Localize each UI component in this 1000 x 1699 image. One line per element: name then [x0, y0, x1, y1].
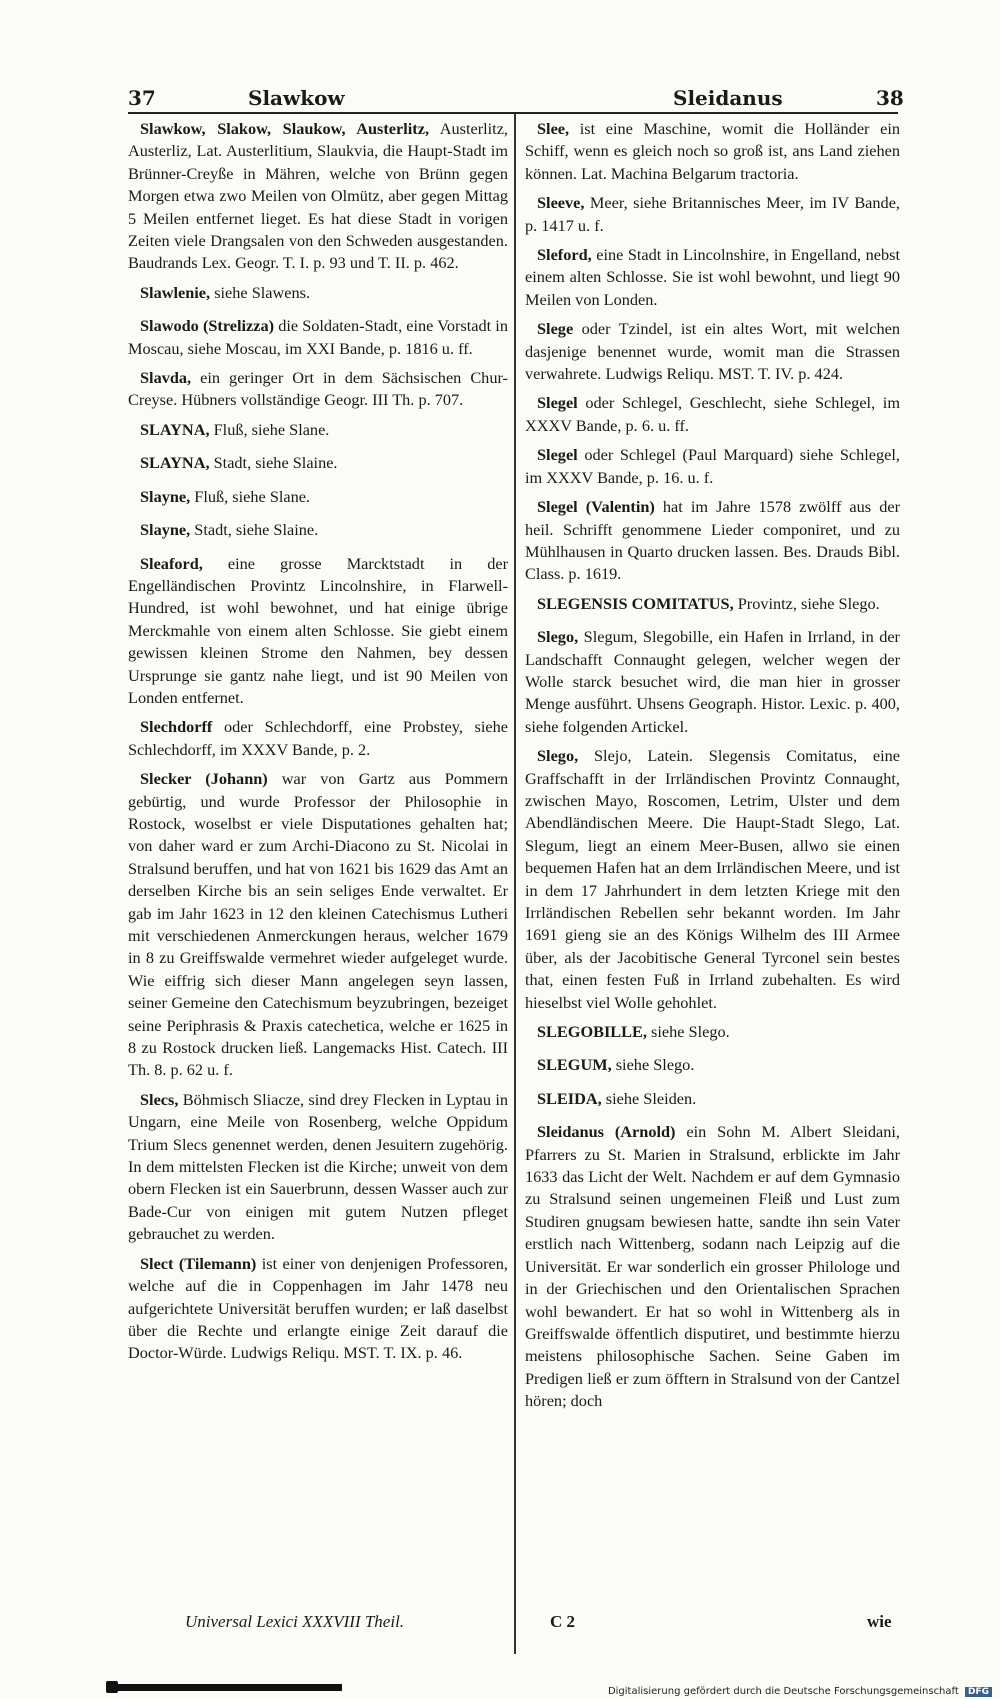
- dictionary-entry: [128, 519, 508, 541]
- dictionary-entry: [525, 244, 900, 311]
- dictionary-entry: [525, 1121, 900, 1412]
- entry-headword: Sleford,: [537, 245, 592, 265]
- entry-text: ein Sohn M. Albert Sleidani, Pfarrers zu St. Marien in Stralsund, erblickte im Jahr 1633 das Licht der Welt. Nachdem er auf dem Gymnasio zu Stralsund seinen ungemeinen Fleiß und Lust zum Studiren gnugsam bewiesen hatte, sandte ihn sein Vater erstlich nach Wittenberg, sodann nach Leipzig auf die Universität. Er war sonderlich ein grosser Philologe und in der Griechischen und den Orientalischen Sprachen wohl bewandert. Er hat so wohl in Wittenberg als in Greiffswalde öffentlich disputiret, und bestimmte hierzu meistens philosophische Sachen. Seine Gaben im Predigen ließ er zum öfftern in Stralsund von der Cantzel hören; doch: [525, 1122, 900, 1411]
- dictionary-entry: [525, 745, 900, 1014]
- running-title-right: Sleidanus: [673, 86, 783, 110]
- entry-headword: Sleaford,: [140, 553, 203, 573]
- entry-text: Stadt, siehe Slaine.: [213, 453, 338, 473]
- dictionary-entry: [128, 118, 508, 275]
- dictionary-entry: [128, 768, 508, 1082]
- entry-text: oder Schlegel, Geschlecht, siehe Schlegel, im XXXV Bande, p. 6. u. ff.: [525, 393, 900, 435]
- entry-headword: Slawodo (Strelizza): [140, 316, 275, 336]
- dictionary-entry: [128, 282, 508, 304]
- volume-title: Universal Lexici XXXVIII Theil.: [185, 1612, 405, 1631]
- page-number-right: 38: [876, 86, 904, 110]
- dictionary-entry: [128, 315, 508, 360]
- entry-headword: Slege: [537, 319, 574, 339]
- dictionary-entry: [525, 626, 900, 738]
- catchword: wie: [867, 1612, 892, 1631]
- entry-headword: Slego,: [537, 627, 579, 647]
- entry-headword: Slegel (Valentin): [537, 497, 655, 517]
- entry-text: ist einer von denjenigen Professoren, welche auf die in Coppenhagen im Jahr 1478 neu aufgerichtete Universität beruffen wurden; er laß daselbst über die Rechte und erlangte einige Zeit darauf die Doctor-Würde. Ludwigs Reliqu. MST. T. IX. p. 46.: [128, 1253, 508, 1363]
- entry-text: oder Schlechdorff, eine Probstey, siehe Schlechdorff, im XXXV Bande, p. 2.: [128, 717, 508, 759]
- dictionary-entry: [128, 1089, 508, 1246]
- entry-text: Meer, siehe Britannisches Meer, im IV Bande, p. 1417 u. f.: [525, 193, 900, 235]
- dictionary-entry: [128, 419, 508, 441]
- entry-headword: SLEGOBILLE,: [537, 1022, 647, 1042]
- entry-text: Slegum, Slegobille, ein Hafen in Irrland, in der Landschafft Connaught gelegen, welcher wegen der Wolle starck besuchet wird, die man hier in grosser Menge ausführt. Uhsens Geograph. Histor. Lexic. p. 400, siehe folgenden Artickel.: [525, 627, 900, 736]
- entry-headword: Slawlenie,: [140, 282, 211, 302]
- dictionary-entry: [128, 452, 508, 474]
- dictionary-entry: [525, 192, 900, 237]
- dictionary-entry: [525, 593, 900, 615]
- entry-headword: SLEGUM,: [537, 1055, 612, 1075]
- scan-bar: [112, 1684, 342, 1691]
- entry-text: Fluß, siehe Slane.: [213, 419, 330, 439]
- entry-text: Slejo, Latein. Slegensis Comitatus, eine Graffschafft in der Irrländischen Provintz Connaught, zwischen Mayo, Roscomen, Letrim, Ulster und dem Abendländischen Meere. Die Haupt-Stadt Slego, Lat. Slegum, liegt an einem Meer-Busen, allwo sie einen bequemen Hafen hat an dem Irrländischen Meere, und ist in dem 17 Jahrhundert in dem letzten Kriege mit den Irrländischen Rebellen sehr bekannt worden. Im Jahr 1691 gieng sie an des Königs Wilhelm des III Armee über, als der Jacobitische General Tyrconel sein bestes that, einen festen Fuß in Irrland zubehalten. Es wird hieselbst viel Wolle gehohlet.: [525, 746, 901, 1012]
- entry-text: ist eine Maschine, womit die Holländer ein Schiff, wenn es gleich noch so groß ist, ans Land ziehen können. Lat. Machina Belgarum tractoria.: [525, 119, 901, 183]
- entry-headword: SLAYNA,: [140, 453, 210, 473]
- entry-text: eine Stadt in Lincolnshire, in Engelland, nebst einem alten Schlosse. Sie ist wohl bewohnt, und liegt 90 Meilen von Londen.: [525, 245, 900, 309]
- entry-headword: Slego,: [537, 746, 579, 766]
- entry-text: Fluß, siehe Slane.: [194, 486, 311, 506]
- entry-headword: Slawkow, Slakow, Slaukow, Austerlitz,: [140, 119, 430, 138]
- running-header: [128, 86, 904, 120]
- entry-text: Stadt, siehe Slaine.: [194, 520, 319, 540]
- entry-text: oder Tzindel, ist ein altes Wort, mit welchen dasjenige benennet wurde, womit man die Strassen verwahrete. Ludwigs Reliqu. MST. T. IV. p. 424.: [525, 319, 900, 384]
- right-column: [525, 118, 900, 1420]
- dictionary-entry: [525, 392, 900, 437]
- entry-text: ein geringer Ort in dem Sächsischen Chur-Creyse. Hübners vollständige Geogr. III Th. p. 707.: [128, 368, 508, 410]
- dictionary-entry: [128, 486, 508, 508]
- entry-headword: Slecker (Johann): [140, 769, 268, 789]
- entry-headword: Sleeve,: [537, 193, 585, 213]
- entry-headword: Slayne,: [140, 520, 191, 540]
- entry-text: Böhmisch Sliacze, sind drey Flecken in Lyptau in Ungarn, eine Meile von Rosenberg, welche Oppidum Trium Slecs genennet werden, denen Jesuitern zugehörig. In dem mittelsten Flecken ist die Kirche; unweit von dem obern Flecken ist ein Sauerbrunn, dessen Wasser auch zur Bade-Cur von einigen mit gutem Nutzen pfleget gebrauchet zu werden.: [128, 1089, 508, 1244]
- entry-text: hat im Jahre 1578 zwölff aus der heil. Schrifft genommene Lieder componiret, und zu Mühlhausen in Quarto drucken lassen. Bes. Drauds Bibl. Class. p. 1619.: [525, 497, 900, 584]
- dictionary-entry: [525, 118, 900, 185]
- entry-headword: Slechdorff: [140, 717, 213, 737]
- entry-text: siehe Slego.: [615, 1055, 695, 1075]
- entry-headword: Slee,: [537, 119, 570, 138]
- dictionary-entry: [128, 1253, 508, 1365]
- dictionary-entry: [525, 318, 900, 385]
- entry-text: war von Gartz aus Pommern gebürtig, und wurde Professor der Philosophie in Rostock, woselbst er viele Disputationes gehalten hat; von daher ward er zum Archi-Diacono zu St. Nicolai in Stralsund beruffen, und hat von 1621 bis 1629 das Amt an derselben Kirche bis an sein seliges Ende verwaltet. Er gab im Jahr 1623 in 12 den kleinen Catechismus Lutheri mit verschiedenen Anmerckungen heraus, welcher 1679 in 8 zu Greiffswalde vermehret wieder aufgeleget wurde. Wie eiffrig sich dieser Mann angelegen seyn lassen, seiner Gemeine den Catechismum beyzubringen, bezeiget seine Periphrasis & Praxis catechetica, welche er 1625 in 8 zu Rostock drucken ließ. Langemacks Hist. Catech. III Th. 8. p. 62 u. f.: [128, 769, 509, 1080]
- entry-headword: Slegel: [537, 445, 578, 465]
- left-column: [128, 118, 508, 1372]
- entry-headword: SLAYNA,: [140, 419, 210, 439]
- entry-headword: Slegel: [537, 393, 578, 413]
- dictionary-entry: [128, 716, 508, 761]
- entry-text: Austerlitz, Austerliz, Lat. Austerlitium, Slaukvia, die Haupt-Stadt im Brünner-Creyße in Mähren, welche von Brünn gegen Morgen etwa zwo Meilen von Olmütz, aber gegen Mittag 5 Meilen entfernet lieget. Es hat diese Stadt in vorigen Zeiten viele Drangsalen von den Schweden ausgestanden. Baudrands Lex. Geogr. T. I. p. 93 und T. II. p. 462.: [128, 119, 508, 273]
- entry-text: oder Schlegel (Paul Marquard) siehe Schlegel, im XXXV Bande, p. 16. u. f.: [525, 445, 900, 487]
- dictionary-entry: [525, 496, 900, 586]
- dictionary-entry: [525, 444, 900, 489]
- entry-text: siehe Sleiden.: [605, 1088, 697, 1108]
- column-divider: [514, 114, 516, 1654]
- signature-mark: C 2: [550, 1612, 576, 1631]
- dictionary-entry: [525, 1054, 900, 1076]
- entry-headword: Slect (Tilemann): [140, 1253, 257, 1273]
- header-rule: [128, 112, 898, 114]
- entry-text: die Soldaten-Stadt, eine Vorstadt in Moscau, siehe Moscau, im XXI Bande, p. 1816 u. ff.: [128, 316, 508, 358]
- entry-text: siehe Slawens.: [214, 282, 311, 302]
- entry-text: eine grosse Marcktstadt in der Engelländischen Provintz Lincolnshire, in Flarwell-Hundred, ist wohl bewohnet, und hat einige übrige Merckmahle von einem alten Schlosse. Sie giebt einem gewissen kleinen Strome den Nahmen, bey dessen Ursprunge sie gantz nahe liegt, und ist 90 Meilen von Londen entfernet.: [128, 553, 508, 707]
- dictionary-entry: [128, 367, 508, 412]
- entry-headword: Sleidanus (Arnold): [537, 1122, 676, 1142]
- entry-headword: Slavda,: [140, 368, 192, 388]
- credit-text: Digitalisierung gefördert durch die Deutsche Forschungsgemeinschaft: [607, 1686, 959, 1697]
- entry-headword: Slayne,: [140, 486, 191, 506]
- entry-text: siehe Slego.: [651, 1022, 730, 1042]
- digitization-credit: [608, 1686, 992, 1697]
- running-title-left: Slawkow: [248, 86, 345, 110]
- dictionary-entry: [525, 1088, 900, 1110]
- entry-headword: SLEIDA,: [537, 1088, 602, 1108]
- entry-headword: Slecs,: [140, 1089, 179, 1109]
- dfg-logo: DFG: [965, 1687, 992, 1697]
- page-number-left: 37: [128, 86, 156, 110]
- entry-headword: SLEGENSIS COMITATUS,: [537, 593, 734, 613]
- dictionary-entry: [525, 1021, 900, 1043]
- entry-text: Provintz, siehe Slego.: [737, 593, 880, 613]
- dictionary-entry: [128, 553, 508, 710]
